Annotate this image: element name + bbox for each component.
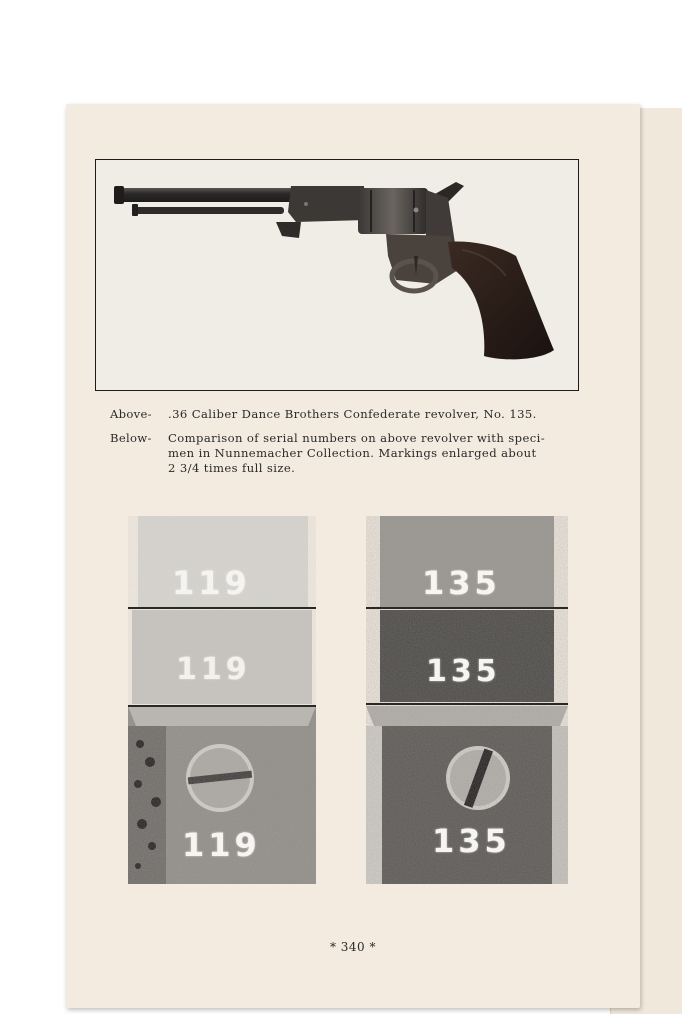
serial-number: 135: [426, 654, 501, 689]
book-page: [66, 104, 640, 1008]
serial-number: 119: [176, 652, 251, 687]
caption-below-line: men in Nunnemacher Collection. Markings enlarged about: [168, 446, 537, 460]
caption-above-label: Above-: [110, 407, 152, 421]
caption-below: [110, 431, 564, 476]
caption-below-label: Below-: [110, 431, 152, 445]
serial-number: 119: [172, 564, 251, 602]
caption-below-line: 2 3/4 times full size.: [168, 461, 296, 475]
caption-below-line: Comparison of serial numbers on above revolver with speci-: [168, 431, 546, 445]
marking-photo-left: [128, 516, 316, 884]
serial-number: 119: [182, 826, 261, 864]
caption-above: [110, 407, 564, 422]
revolver-illustration: [96, 160, 578, 390]
serial-marking-photos: [122, 516, 572, 884]
marking-photo-right: [366, 516, 568, 884]
caption-above-text: .36 Caliber Dance Brothers Confederate revolver, No. 135.: [168, 407, 537, 421]
serial-number: 135: [422, 564, 501, 602]
revolver-photo: [95, 159, 579, 391]
page-number: * 340 *: [329, 940, 377, 954]
serial-number: 135: [432, 822, 511, 860]
caption-below-text: [168, 431, 564, 476]
